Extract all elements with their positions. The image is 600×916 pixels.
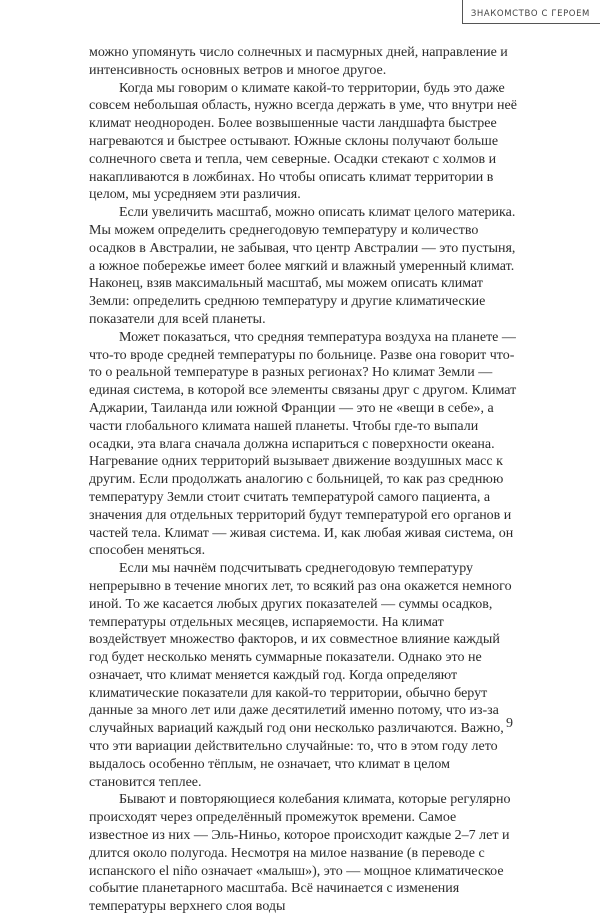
running-header — [462, 0, 600, 24]
paragraph: Может показаться, что средняя температура воздуха на планете — что-то вроде средней температуры по больнице. Разве она говорит что-то о реальной температуре в разных регионах? Но климат Земли — единая система, в которой все элементы связаны друг с другом. Климат Аджарии, Таиланда или южной Франции — это не «вещи в себе», а части глобального климата нашей планеты. Чтобы где-то выпали осадки, эта влага сначала должна испариться с поверхности океана. Нагревание одних территорий вызывает движение воздушных масс к другим. Если продолжать аналогию с больницей, то как раз среднюю температуру Земли стоит считать температурой самого пациента, а значения для отдельных территорий будут температурой его органов и частей тела. Климат — живая система. И, как любая живая система, он способен меняться. — [89, 329, 517, 559]
paragraph: Когда мы говорим о климате какой-то территории, будь это даже совсем небольшая область, нужно всегда держать в уме, что внутри неё климат неоднороден. Более возвышенные части ландшафта быстрее нагреваются и быстрее остывают. Южные склоны получают больше солнечного света и тепла, чем северные. Осадки стекают с холмов и накапливаются в ложбинах. Но чтобы описать климат территории в целом, мы усредняем эти различия. — [89, 80, 517, 203]
paragraph: Если увеличить масштаб, можно описать климат целого материка. Мы можем определить среднегодовую температуру и количество осадков в Австралии, не забывая, что центр Австралии — это пустыня, а южное побережье имеет более мягкий и влажный умеренный климат. Наконец, взяв максимальный масштаб, мы можем описать климат Земли: определить среднюю температуру и другие климатические показатели для всей планеты. — [89, 205, 516, 327]
paragraph: можно упомянуть число солнечных и пасмурных дней, направление и интенсивность основных ветров и многое другое. — [89, 45, 508, 78]
paragraph: Бывают и повторяющиеся колебания климата, которые регулярно происходят через определённый промежуток времени. Самое известное из них — Эль-Ниньо, которое происходит каждые 2–7 лет и длится около полугода. Несмотря на милое название (в переводе с испанского el niño означает «малыш»), это — мощное климатическое событие планетарного масштаба. Всё начинается с изменения температуры верхнего слоя воды — [89, 792, 511, 915]
paragraph: Если мы начнём подсчитывать среднегодовую температуру непрерывно в течение многих лет, то всякий раз она окажется немного иной. То же касается любых других показателей — суммы осадков, температуры отдельных месяцев, испаряемости. На климат воздействует множество факторов, и их совместное влияние каждый год будет несколько менять суммарные показатели. Однако это не означает, что климат меняется каждый год. Когда определяют климатические показатели для какой-то территории, обычно берут данные за много лет или даже десятилетий именно потому, что из-за случайных вариаций каждый год они несколько различаются. Важно, что эти вариации действительно случайные: то, что в этом году лето выдалось особенно тёплым, не означает, что климат в целом становится теплее. — [89, 561, 512, 790]
running-header-title: ЗНАКОМСТВО С ГЕРОЕМ — [470, 9, 590, 19]
page-body — [89, 44, 519, 916]
page-number: 9 — [506, 716, 513, 731]
